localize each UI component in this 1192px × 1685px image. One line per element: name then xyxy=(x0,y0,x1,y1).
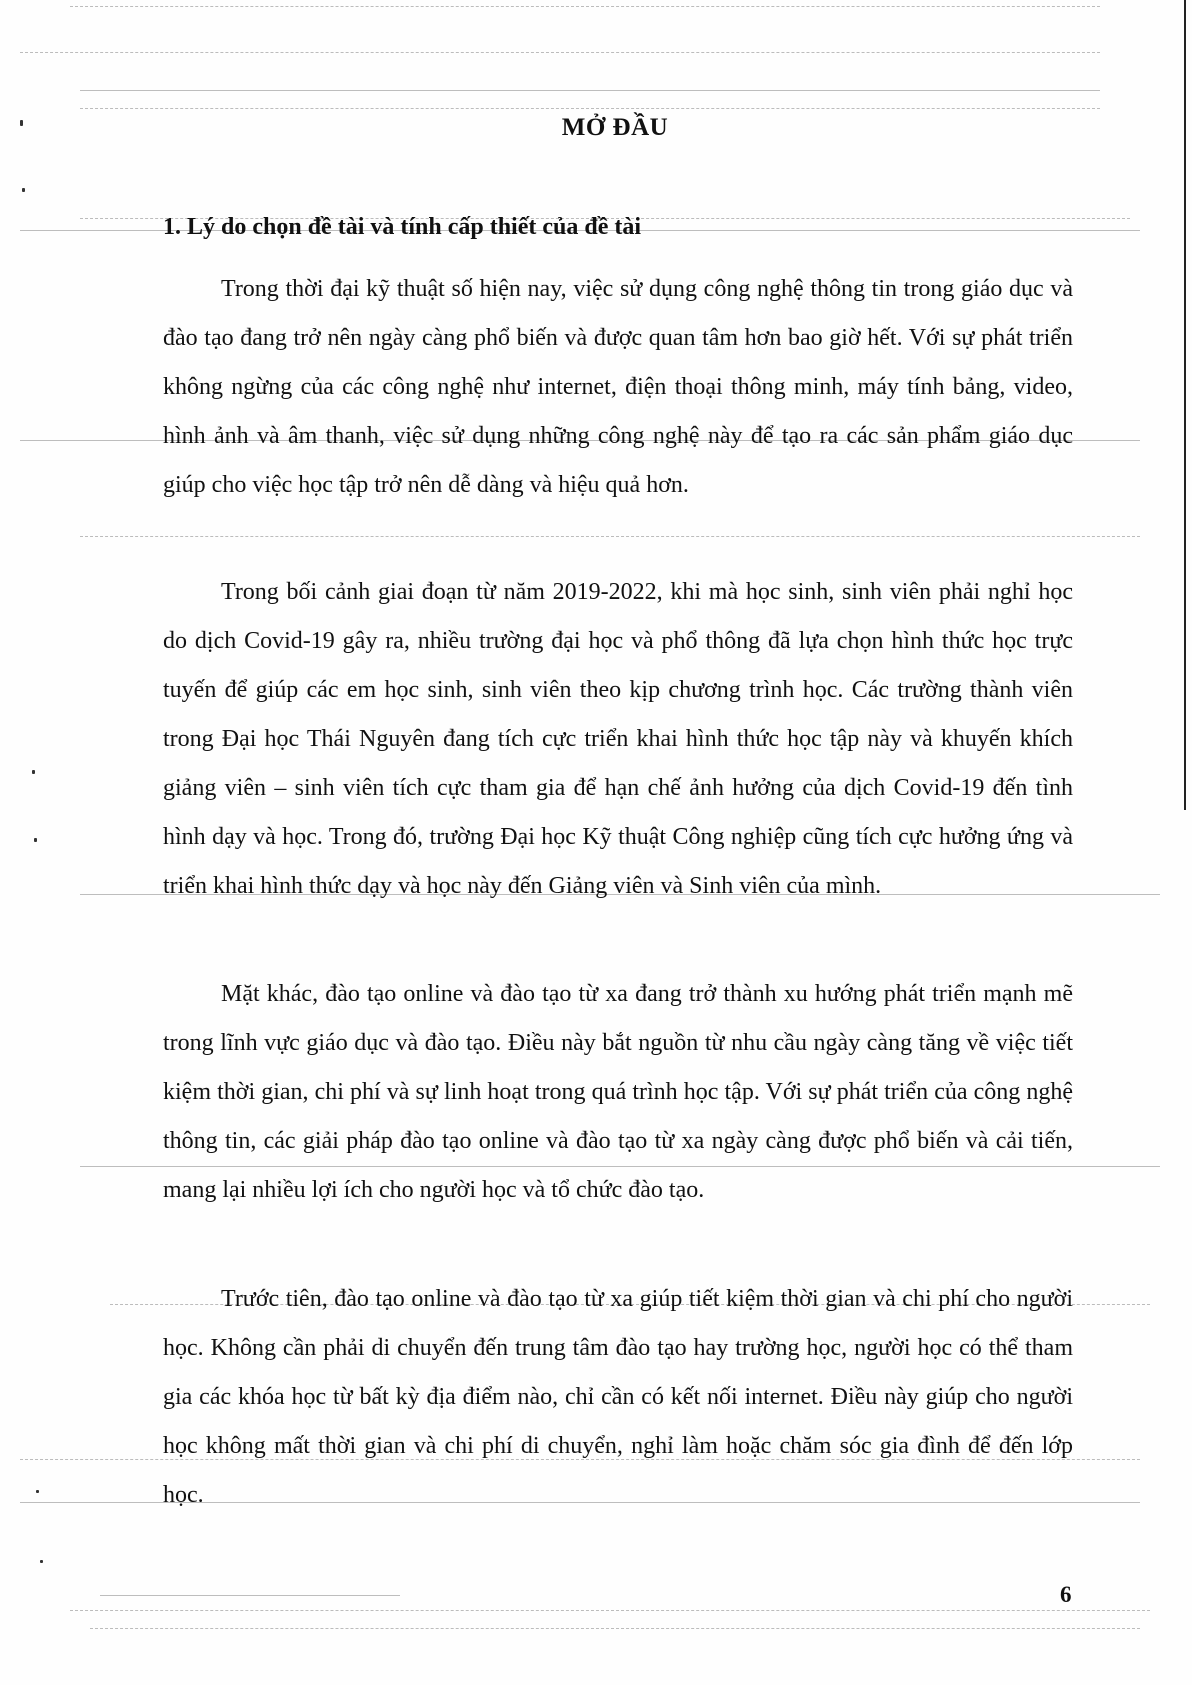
section-title: 1. Lý do chọn đề tài và tính cấp thiết của đề tài xyxy=(163,214,642,240)
scan-line xyxy=(70,6,1100,7)
scan-speck xyxy=(34,838,37,842)
scan-line xyxy=(80,90,1100,91)
chapter-heading: MỞ ĐẦU xyxy=(561,114,669,141)
scan-line xyxy=(70,1610,1150,1611)
scan-speck xyxy=(32,770,35,774)
scan-line xyxy=(20,52,1100,53)
scan-line xyxy=(90,1628,1140,1629)
scan-line xyxy=(80,536,1140,537)
scan-speck xyxy=(22,188,25,192)
scan-speck xyxy=(36,1490,39,1493)
paragraph-2: Trong bối cảnh giai đoạn từ năm 2019-2022, khi mà học sinh, sinh viên phải nghỉ học do dịch Covid-19 gây ra, nhiều trường đại học và phổ thông đã lựa chọn hình thức học trực tuyến để giúp các em học sinh, sinh viên theo kịp chương trình học. Các trường thành viên trong Đại học Thái Nguyên đang tích cực triển khai hình thức học tập này và khuyến khích giảng viên – sinh viên tích cực tham gia để hạn chế ảnh hưởng của dịch Covid-19 đến tình hình dạy và học. Trong đó, trường Đại học Kỹ thuật Công nghiệp cũng tích cực hưởng ứng và triển khai hình thức dạy và học này đến Giảng viên và Sinh viên của mình. xyxy=(163,579,1073,899)
paragraph-1: Trong thời đại kỹ thuật số hiện nay, việc sử dụng công nghệ thông tin trong giáo dục và đào tạo đang trở nên ngày càng phổ biến và được quan tâm hơn bao giờ hết. Với sự phát triển không ngừng của các công nghệ như internet, điện thoại thông minh, máy tính bảng, video, hình ảnh và âm thanh, việc sử dụng những công nghệ này để tạo ra các sản phẩm giáo dục giúp cho việc học tập trở nên dễ dàng và hiệu quả hơn. xyxy=(163,276,1073,498)
page-number: 6 xyxy=(1060,1582,1072,1607)
paragraph-4: Trước tiên, đào tạo online và đào tạo từ xa giúp tiết kiệm thời gian và chi phí cho người học. Không cần phải di chuyển đến trung tâm đào tạo hay trường học, người học có thể tham gia các khóa học từ bất kỳ địa điểm nào, chỉ cần có kết nối internet. Điều này giúp cho người học không mất thời gian và chi phí di chuyển, nghỉ làm hoặc chăm sóc gia đình để đến lớp học. xyxy=(163,1286,1073,1508)
paragraph-3: Mặt khác, đào tạo online và đào tạo từ xa đang trở thành xu hướng phát triển mạnh mẽ trong lĩnh vực giáo dục và đào tạo. Điều này bắt nguồn từ nhu cầu ngày càng tăng về việc tiết kiệm thời gian, chi phí và sự linh hoạt trong quá trình học tập. Với sự phát triển của công nghệ thông tin, các giải pháp đào tạo online và đào tạo từ xa ngày càng được phổ biến và cải tiến, mang lại nhiều lợi ích cho người học và tổ chức đào tạo. xyxy=(163,981,1073,1203)
scan-line xyxy=(100,1595,400,1596)
scan-speck xyxy=(40,1560,43,1563)
scan-line xyxy=(80,108,1100,109)
